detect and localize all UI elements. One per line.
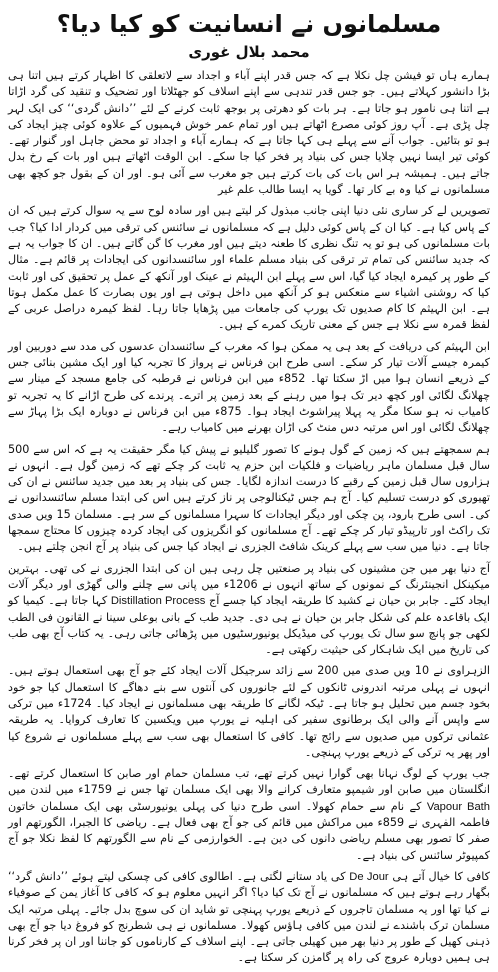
article-paragraph: ابن الہیثم کی دریافت کے بعد ہی یہ ممکن ہوا کہ مغرب کے سائنسدان عدسوں کی مدد سے دوربین اور کیمرہ جیسے آلات تیار کر سکے۔ اسی طرح ابن فرناس نے پرواز کا تجربہ کیا اور ایک مشین بنائی جس کے ذریعے انسان ہوا میں اڑ سکتا تھا۔ 852ء میں ابن فرناس نے قرطبہ کی جامع مسجد کے مینار سے چھلانگ لگائی اور کچھ دیر تک ہوا میں رہنے کے بعد زمین پر اترے۔ پرندے کی طرح اڑانے کا یہ تجربہ تو کامیاب نہ ہو سکا مگر یہ پہلا پیراشوٹ ایجاد ہوا۔ 875ء میں ابن فرناس نے دوبارہ ایک بڑا پہاڑ سے چھلانگ لگائی اور اس مرتبہ دس منٹ کی اڑان بھرنے میں کامیاب رہے۔ [8,339,490,435]
article-paragraph: ہم سمجھتے ہیں کہ زمین کے گول ہونے کا تصور گلیلیو نے پیش کیا مگر حقیقت یہ ہے کہ اس سے 500 سال قبل مسلمان ماہر ریاضیات و فلکیات ابن حزم یہ ثابت کر چکے تھے کہ زمین گول ہے۔ انہوں نے ہزاروں سال قبل زمین کے رقبے کا درست اندازہ لگایا۔ جس کی بنیاد پر بعد میں جدید سائنس نے ان کی تھیوری کو درست تسلیم کیا۔ آج ہم جس ٹیکنالوجی پر ناز کرتے ہیں اس کی ابتدا مسلم سائنسدانوں نے کی۔ اسی طرح بارود، پن چکی اور دیگر ایجادات کا سہرا مسلمانوں کے سر ہے۔ مسلمان 15 ویں صدی تک راکٹ اور تارپیڈو تیار کر چکے تھے۔ آج مسلمانوں کو انگریزوں کی ایجاد کردہ چیزوں کا محتاج سمجھا جاتا ہے۔ دنیا میں سب سے پہلے کرینک شافٹ الجزری نے ایجاد کیا جس کی بنیاد پر آج انجن چلتے ہیں۔ [8,442,490,554]
article-author: محمد بلال غوری [188,43,310,61]
article-headline: مسلمانوں نے انسانیت کو کیا دیا؟ [56,10,442,38]
article-paragraph: تصویریں لے کر ساری نئی دنیا اپنی جانب مبذول کر لیتے ہیں اور سادہ لوح سے یہ سوال کرتے ہیں کہ ان کے پاس کیا ہے۔ کیا ان کے پاس کوئی دلیل ہے کہ مسلمانوں نے سائنس کی ترقی میں کردار ادا کیا؟ جب بات مسلمانوں کی ہو تو یہ تنگ نظری کا طعنہ دیتے ہیں اور مغرب کا گن گاتے ہیں۔ ان کا جواب یہ ہے کہ جدید سائنس کی تمام تر ترقی کی بنیاد مسلم علماء اور سائنسدانوں کی ایجادات پر قائم ہے۔ مثال کے طور پر کیمرہ ایجاد کیا گیا، اس سے پہلے ابن الہیثم نے عینک اور آنکھ کے عمل پر تحقیق کی اور ثابت کیا کہ روشنی اشیاء سے منعکس ہو کر آنکھ میں داخل ہوتی ہے اور یوں بصارت کا عمل مکمل ہوتا ہے۔ ابن الہیثم کا کام صدیوں تک یورپ کی جامعات میں پڑھایا جاتا رہا۔ لفظ کیمرہ دراصل عربی کے لفظ قمرہ سے نکلا ہے جس کے معنی تاریک کمرے کے ہیں۔ [8,204,490,332]
article-paragraph: ہمارے ہاں تو فیشن چل نکلا ہے کہ جس قدر اپنے آباء و اجداد سے لاتعلقی کا اظہار کرتے ہیں اتنا ہی بڑا دانشور کہلاتے ہیں۔ جو جس قدر تندہی سے اپنے اسلاف کو جھٹلاتا اور تضحیک و تنقید کی گرد اڑاتا ہے اتنا ہی نامور ہو جاتا ہے۔ ہر بات کو دھرتی پر بوجھ ثابت کرنے کے لئے ’’دانش گردی‘‘ کی ایک لہر چل پڑی ہے۔ آپ روز کوئی مصرع اٹھاتے ہیں اور تمام عمر خوش فہمیوں کے علاوہ کوئی چیز ایجاد کی ہو تو بتائیں۔ جواب آنے سے پہلے ہی کہا جاتا ہے کہ ہمارے آباء و اجداد تو محض جاہل اور گنوار تھے۔ کوئی تیر ایسا نہیں چلایا جس کی بنیاد پر فخر کیا جا سکے۔ ابن الوقت اٹھاتے ہیں اور بات کے رخ بدل جاتے ہیں۔ ہمیشہ ہر اس بات کی بات کرتے ہیں جو مغرب سے آئی ہو۔ اور ان کے بقول جو کچھ بھی مسلمانوں نے کیا وہ بے کار تھا۔ گویا یہ ایسا طالب علم غیر [8,69,490,197]
article-paragraph: الزہراوی نے 10 ویں صدی میں 200 سے زائد سرجیکل آلات ایجاد کئے جو آج بھی استعمال ہوتے ہیں۔ انہوں نے پہلی مرتبہ اندرونی ٹانکوں کے لئے جانوروں کی آنتوں سے بنے دھاگے کا استعمال کیا جو خود بخود جسم میں تحلیل ہو جاتا ہے۔ ٹیکہ لگانے کا طریقہ بھی مسلمانوں نے ایجاد کیا۔ 1724ء میں ترکی سے واپس آنے والی ایک برطانوی سفیر کی اہلیہ نے یورپ میں ویکسین کا تعارف کروایا۔ یہ طریقہ عثمانی ترکوں میں صدیوں سے رائج تھا۔ کافی کا استعمال بھی سب سے پہلے مسلمانوں نے شروع کیا اور پھر یہ ترکی کے ذریعے یورپ پہنچی۔ [8,664,490,759]
article-body [8,68,490,967]
article-paragraph: جب یورپ کے لوگ نہانا بھی گوارا نہیں کرتے تھے، تب مسلمان حمام اور صابن کا استعمال کرتے تھے۔ انگلستان میں صابن اور شیمپو متعارف کرانے والا بھی ایک مسلمان تھا جس نے 1759ء میں لندن میں Vapour Bath کے نام سے حمام کھولا۔ اسی طرح دنیا کی پہلی یونیورسٹی بھی ایک مسلمان خاتون فاطمہ الفہری نے 859ء میں مراکش میں قائم کی جو آج بھی فعال ہے۔ ریاضی کا الجبرا، الگورتھم اور صفر کا تصور بھی مسلم ریاضی دانوں کی دین ہے۔ الخوارزمی کے نام سے الگورتھم کا لفظ نکلا جو آج کمپیوٹر سائنس کی بنیاد ہے۔ [8,767,490,862]
article-paragraph: آج دنیا بھر میں جن مشینوں کی بنیاد پر صنعتیں چل رہی ہیں ان کی ابتدا الجزری نے کی تھی۔ بہترین میکینکل انجینئرنگ کے نمونوں کے ساتھ انہوں نے 1206ء میں پانی سے چلنے والی گھڑی اور دیگر آلات ایجاد کئے۔ جابر بن حیان نے کشید کا طریقہ ایجاد کیا جسے آج Distillation Process کہا جاتا ہے۔ کیمیا کو ایک باقاعدہ علم کی شکل جابر بن حیان نے ہی دی۔ جدید طب کے بانی بوعلی سینا نے القانون فی الطب لکھی جو پانچ سو سال تک یورپ کی میڈیکل یونیورسٹیوں میں پڑھائی جاتی رہی۔ یہ کتاب آج بھی طب کی تاریخ میں ایک شاہکار کی حیثیت رکھتی ہے۔ [8,561,490,657]
article-paragraph: کافی کا خیال آتے ہی De Jour کی یاد ستانے لگتی ہے۔ اطالوی کافی کی چسکی لیتے ہوئے ’’دانش گرد‘‘ بگھار رہے ہوتے ہیں کہ مسلمانوں نے آج تک کیا دیا؟ اگر انہیں معلوم ہو کہ کافی کا آغاز یمن کے صوفیاء نے کیا تھا اور یہ مسلمان تاجروں کے ذریعے یورپ پہنچی تو شاید ان کی سوچ بدل جائے۔ پہلی مرتبہ ایک مسلمان ترک باشندے نے لندن میں کافی ہاؤس کھولا۔ مسلمانوں نے ہی شطرنج کو فروغ دیا جو آج بھی ذہنی کھیل کے طور پر دنیا بھر میں کھیلی جاتی ہے۔ اپنے اسلاف کے کارناموں کو جاننا اور ان پر فخر کرنا ہی ہمیں دوبارہ عروج کی راہ پر گامزن کر سکتا ہے۔ [8,869,490,965]
